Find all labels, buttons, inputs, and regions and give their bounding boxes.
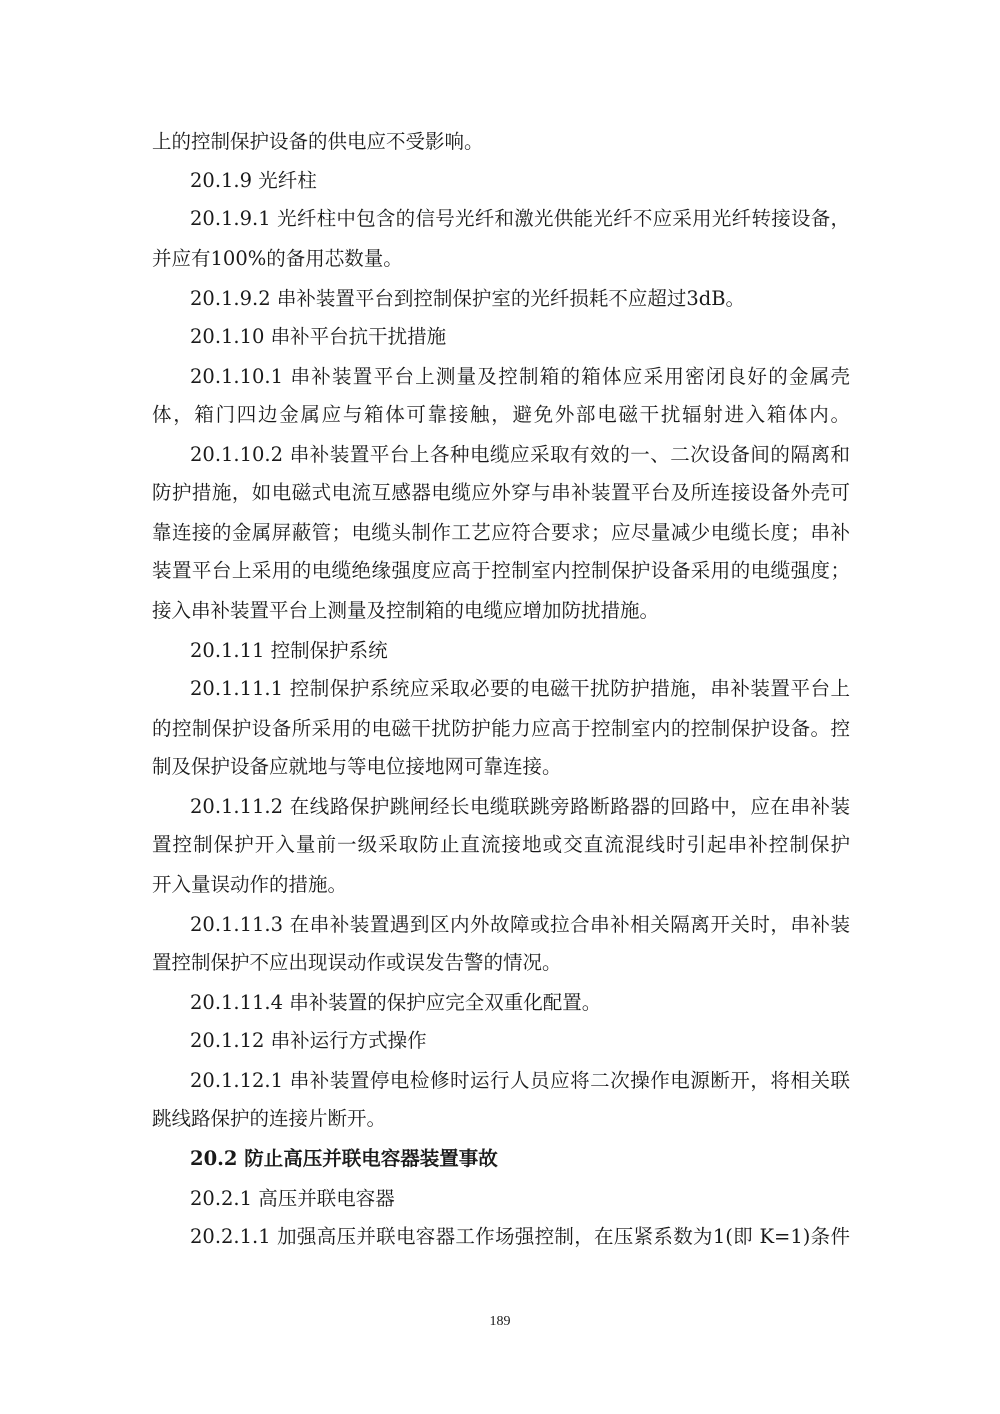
text-line: 上的控制保护设备的供电应不受影响。 bbox=[152, 130, 484, 153]
text-line: 20.2.1.1 加强高压并联电容器工作场强控制，在压紧系数为1(即 K=1)条件 bbox=[190, 1225, 850, 1248]
section-heading: 20.1.11 控制保护系统 bbox=[190, 639, 388, 662]
text-line: 20.1.10.2 串补装置平台上各种电缆应采取有效的一、二次设备间的隔离和 bbox=[190, 443, 850, 466]
text-line: 置控制保护开入量前一级采取防止直流接地或交直流混线时引起串补控制保护 bbox=[152, 833, 850, 856]
section-heading: 20.1.9 光纤柱 bbox=[190, 169, 317, 192]
text-line: 接入串补装置平台上测量及控制箱的电缆应增加防扰措施。 bbox=[152, 599, 660, 622]
section-heading-bold: 20.2 防止高压并联电容器装置事故 bbox=[190, 1147, 498, 1170]
text-line: 20.1.9.1 光纤柱中包含的信号光纤和激光供能光纤不应采用光纤转接设备， bbox=[190, 207, 850, 230]
text-line: 20.1.9.2 串补装置平台到控制保护室的光纤损耗不应超过3dB。 bbox=[190, 287, 746, 310]
text-line: 防护措施，如电磁式电流互感器电缆应外穿与串补装置平台及所连接设备外壳可 bbox=[152, 481, 850, 504]
text-line: 20.1.10.1 串补装置平台上测量及控制箱的箱体应采用密闭良好的金属壳 bbox=[190, 365, 850, 388]
section-heading: 20.1.12 串补运行方式操作 bbox=[190, 1029, 427, 1052]
text-line: 装置平台上采用的电缆绝缘强度应高于控制室内控制保护设备采用的电缆强度； bbox=[152, 559, 850, 582]
text-line: 20.1.11.1 控制保护系统应采取必要的电磁干扰防护措施，串补装置平台上 bbox=[190, 677, 850, 700]
text-line: 制及保护设备应就地与等电位接地网可靠连接。 bbox=[152, 755, 562, 778]
section-heading: 20.1.10 串补平台抗干扰措施 bbox=[190, 325, 447, 348]
text-line: 体，箱门四边金属应与箱体可靠接触，避免外部电磁干扰辐射进入箱体内。 bbox=[152, 403, 850, 426]
text-line: 20.1.11.4 串补装置的保护应完全双重化配置。 bbox=[190, 991, 602, 1014]
text-line: 并应有100%的备用芯数量。 bbox=[152, 247, 403, 270]
text-line: 靠连接的金属屏蔽管；电缆头制作工艺应符合要求；应尽量减少电缆长度；串补 bbox=[152, 521, 850, 544]
page-number: 189 bbox=[489, 1314, 511, 1329]
text-line: 置控制保护不应出现误动作或误发告警的情况。 bbox=[152, 951, 562, 974]
text-line: 20.1.12.1 串补装置停电检修时运行人员应将二次操作电源断开，将相关联 bbox=[190, 1069, 850, 1092]
text-line: 开入量误动作的措施。 bbox=[152, 873, 348, 896]
text-line: 20.1.11.2 在线路保护跳闸经长电缆联跳旁路断路器的回路中，应在串补装 bbox=[190, 795, 850, 818]
text-line: 20.1.11.3 在串补装置遇到区内外故障或拉合串补相关隔离开关时，串补装 bbox=[190, 913, 850, 936]
text-line: 跳线路保护的连接片断开。 bbox=[152, 1107, 387, 1130]
section-heading: 20.2.1 高压并联电容器 bbox=[190, 1187, 395, 1210]
text-line: 的控制保护设备所采用的电磁干扰防护能力应高于控制室内的控制保护设备。控 bbox=[152, 717, 850, 740]
